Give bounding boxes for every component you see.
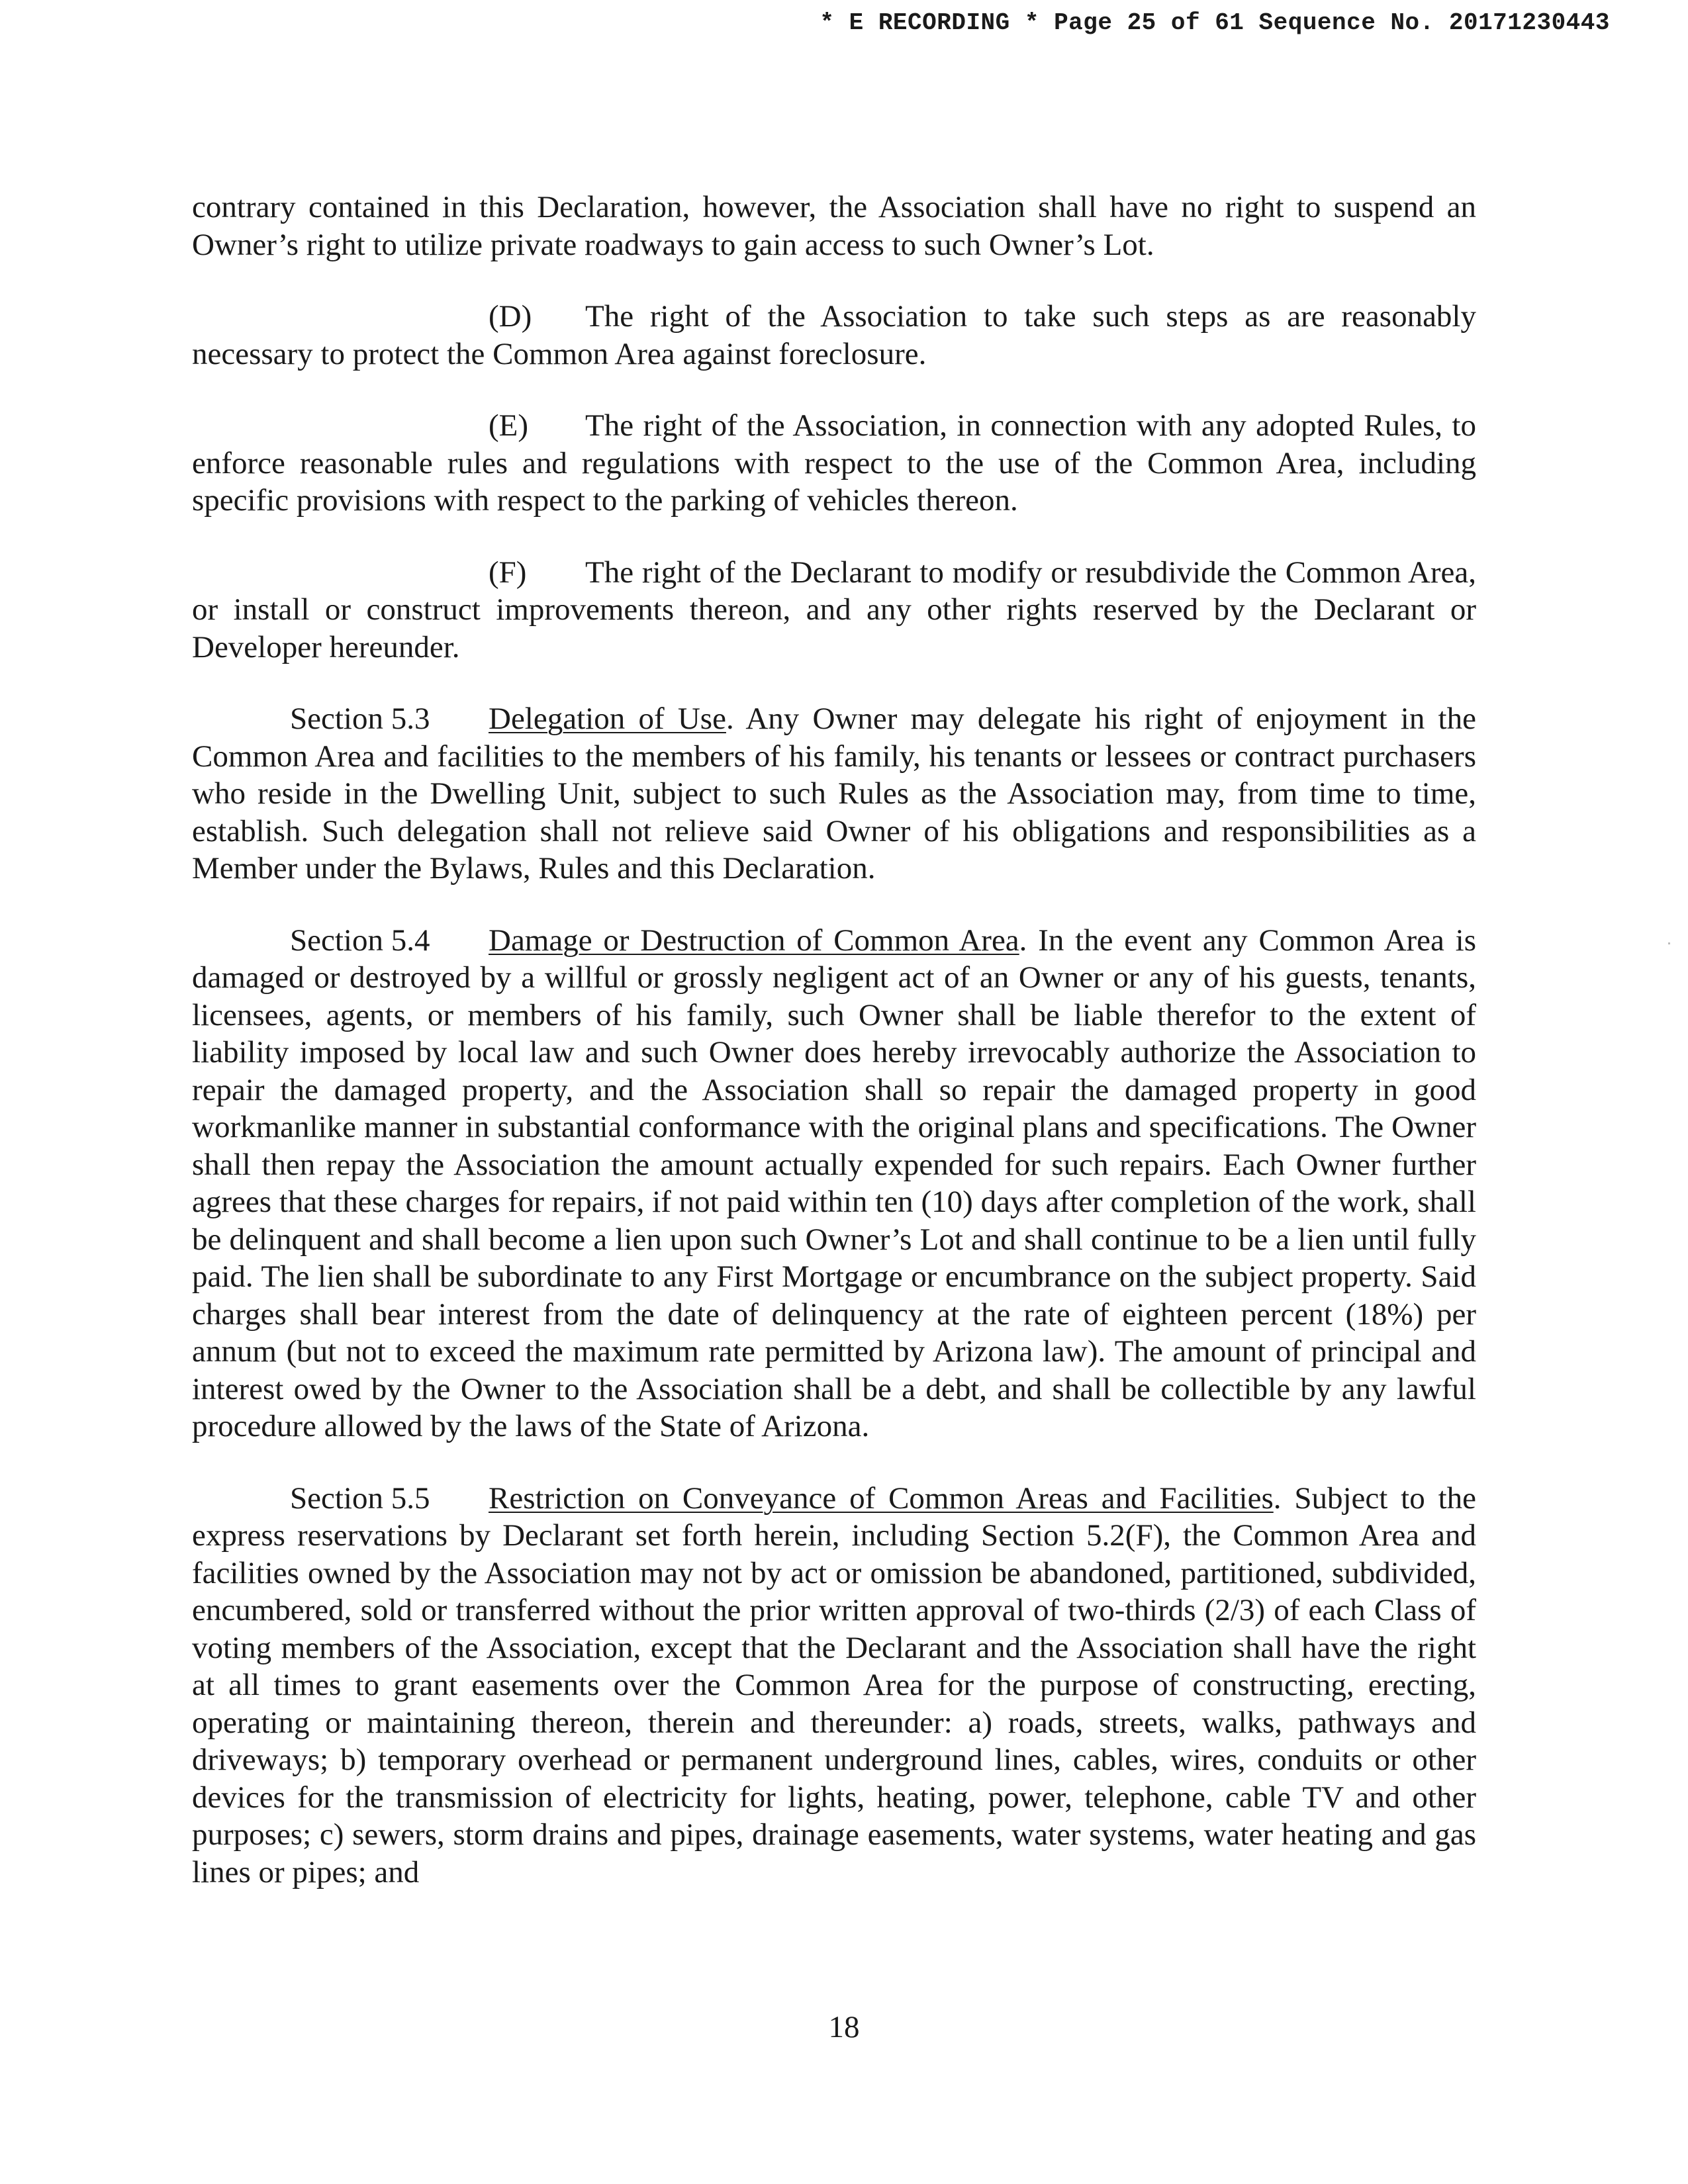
subsection-d [192,298,1476,373]
subsection-f [192,554,1476,666]
paragraph-gap [192,263,1476,298]
section-text: Subject to the express reservations by Declarant set forth herein, including Section 5.2(F), the Common Area and facilities owned by the Association may not by act or omission be abandoned, partitioned, subdivided, encumbered, sold or transferred without the prior written approval of two-thirds (2/3) of each Class of voting members of the Association, except that the Declarant and the Association shall have the right at all times to grant easements over the Common Area for the purpose of constructing, erecting, operating or maintaining thereon, therein and thereunder: a) roads, streets, walks, pathways and driveways; b) temporary overhead or permanent underground lines, cables, wires, conduits or other devices for the transmission of electricity for lights, heating, power, telephone, cable TV and other purposes; c) sewers, storm drains and pipes, drainage easements, water systems, water heating and gas lines or pipes; and [192,1480,1476,1889]
page-number: 18 [828,2010,860,2044]
continuation-paragraph: contrary contained in this Declaration, however, the Association shall have no right to suspend an Owner’s right to utilize private roadways to gain access to such Owner’s Lot. [192,190,1476,262]
section-number: Section 5.3 [290,702,430,736]
subsection-letter: (F) [489,555,527,590]
document-body [192,189,1476,1891]
section-number: Section 5.5 [290,1480,430,1516]
subsection-letter: (D) [489,299,532,334]
subsection-text: The right of the Association to take such steps as are reasonably necessary to protect the Common Area against foreclosure. [192,299,1476,371]
subsection-e [192,407,1476,520]
section-title: Damage or Destruction of Common Area [489,923,1019,958]
section-text: In the event any Common Area is damaged or destroyed by a willful or grossly negligent act of an Owner or any of his guests, tenants, licensees, agents, or members of his family, such Owner shall be liable therefor to the extent of liability imposed by local law and such Owner does hereby irrevocably authorize the Association to repair the damaged property, and the Association shall so repair the damaged property in good workmanlike manner in substantial conformance with the original plans and specifications. The Owner shall then repay the Association the amount actually expended for such repairs. Each Owner further agrees that these charges for repairs, if not paid within ten (10) days after completion of the work, shall be delinquent and shall become a lien upon such Owner’s Lot and shall continue to be a lien until fully paid. The lien shall be subordinate to any First Mortgage or encumbrance on the subject property. Said charges shall bear interest from the date of delinquency at the rate of eighteen percent (18%) per annum (but not to exceed the maximum rate permitted by Arizona law). The amount of principal and interest owed by the Owner to the Association shall be a debt, and shall be collectible by any lawful procedure allowed by the laws of the State of Arizona. [192,923,1477,1443]
paragraph-gap [192,1445,1476,1480]
recording-header: * E RECORDING * Page 25 of 61 Sequence No. 20171230443 [820,9,1610,36]
subsection-letter: (E) [489,408,529,443]
paragraph-gap [192,520,1476,554]
section-5-5: Section 5.5 Restriction on Conveyance of Common Areas and Facilities. Subject to the express reservations by Declarant set forth herein, including Section 5.2(F), the Common Area and facilities owned by the Association may not by act or omission be abandoned, partitioned, subdivided, encumbered, sold or transferred without the prior written approval of two-thirds (2/3) of each Class of voting members of the Association, except that the Declarant and the Association shall have the right at all times to grant easements over the Common Area for the purpose of constructing, erecting, operating or maintaining thereon, therein and thereunder: a) roads, streets, walks, pathways and driveways; b) temporary overhead or permanent underground lines, cables, wires, conduits or other devices for the transmission of electricity for lights, heating, power, telephone, cable TV and other purposes; c) sewers, storm drains and pipes, drainage easements, water systems, water heating and gas lines or pipes; and [192,1480,1476,1889]
subsection-text: The right of the Association, in connection with any adopted Rules, to enforce reasonable rules and regulations with respect to the use of the Common Area, including specific provisions with respect to the parking of vehicles thereon. [192,408,1476,518]
paragraph-gap [192,373,1476,407]
section-title: Restriction on Conveyance of Common Areas and Facilities [489,1480,1274,1516]
paragraph-gap [192,887,1476,922]
section-5-3: Section 5.3 Delegation of Use. Any Owner may delegate his right of enjoyment in the Common Area and facilities to the members of his family, his tenants or lessees or contract purchasers who reside in the Dwelling Unit, subject to such Rules as the Association may, from time to time, establish. Such delegation shall not relieve said Owner of his obligations and responsibilities as a Member under the Bylaws, Rules and this Declaration. [192,702,1476,886]
paragraph-gap [192,666,1476,700]
section-title: Delegation of Use [489,702,726,736]
subsection-text: The right of the Declarant to modify or resubdivide the Common Area, or install or construct improvements thereon, and any other rights reserved by the Declarant or Developer hereunder. [192,555,1476,664]
section-text: Any Owner may delegate his right of enjoyment in the Common Area and facilities to the members of his family, his tenants or lessees or contract purchasers who reside in the Dwelling Unit, subject to such Rules as the Association may, from time to time, establish. Such delegation shall not relieve said Owner of his obligations and responsibilities as a Member under the Bylaws, Rules and this Declaration. [192,702,1476,886]
section-number: Section 5.4 [290,923,430,958]
section-5-4: Section 5.4 Damage or Destruction of Common Area. In the event any Common Area is damaged or destroyed by a willful or grossly negligent act of an Owner or any of his guests, tenants, licensees, agents, or members of his family, such Owner shall be liable therefor to the extent of liability imposed by local law and such Owner does hereby irrevocably authorize the Association to repair the damaged property, and the Association shall so repair the damaged property in good workmanlike manner in substantial conformance with the original plans and specifications. The Owner shall then repay the Association the amount actually expended for such repairs. Each Owner further agrees that these charges for repairs, if not paid within ten (10) days after completion of the work, shall be delinquent and shall become a lien upon such Owner’s Lot and shall continue to be a lien until fully paid. The lien shall be subordinate to any First Mortgage or encumbrance on the subject property. Said charges shall bear interest from the date of delinquency at the rate of eighteen percent (18%) per annum (but not to exceed the maximum rate permitted by Arizona law). The amount of principal and interest owed by the Owner to the Association shall be a debt, and shall be collectible by any lawful procedure allowed by the laws of the State of Arizona. [192,923,1477,1443]
scan-speck [1668,942,1670,944]
